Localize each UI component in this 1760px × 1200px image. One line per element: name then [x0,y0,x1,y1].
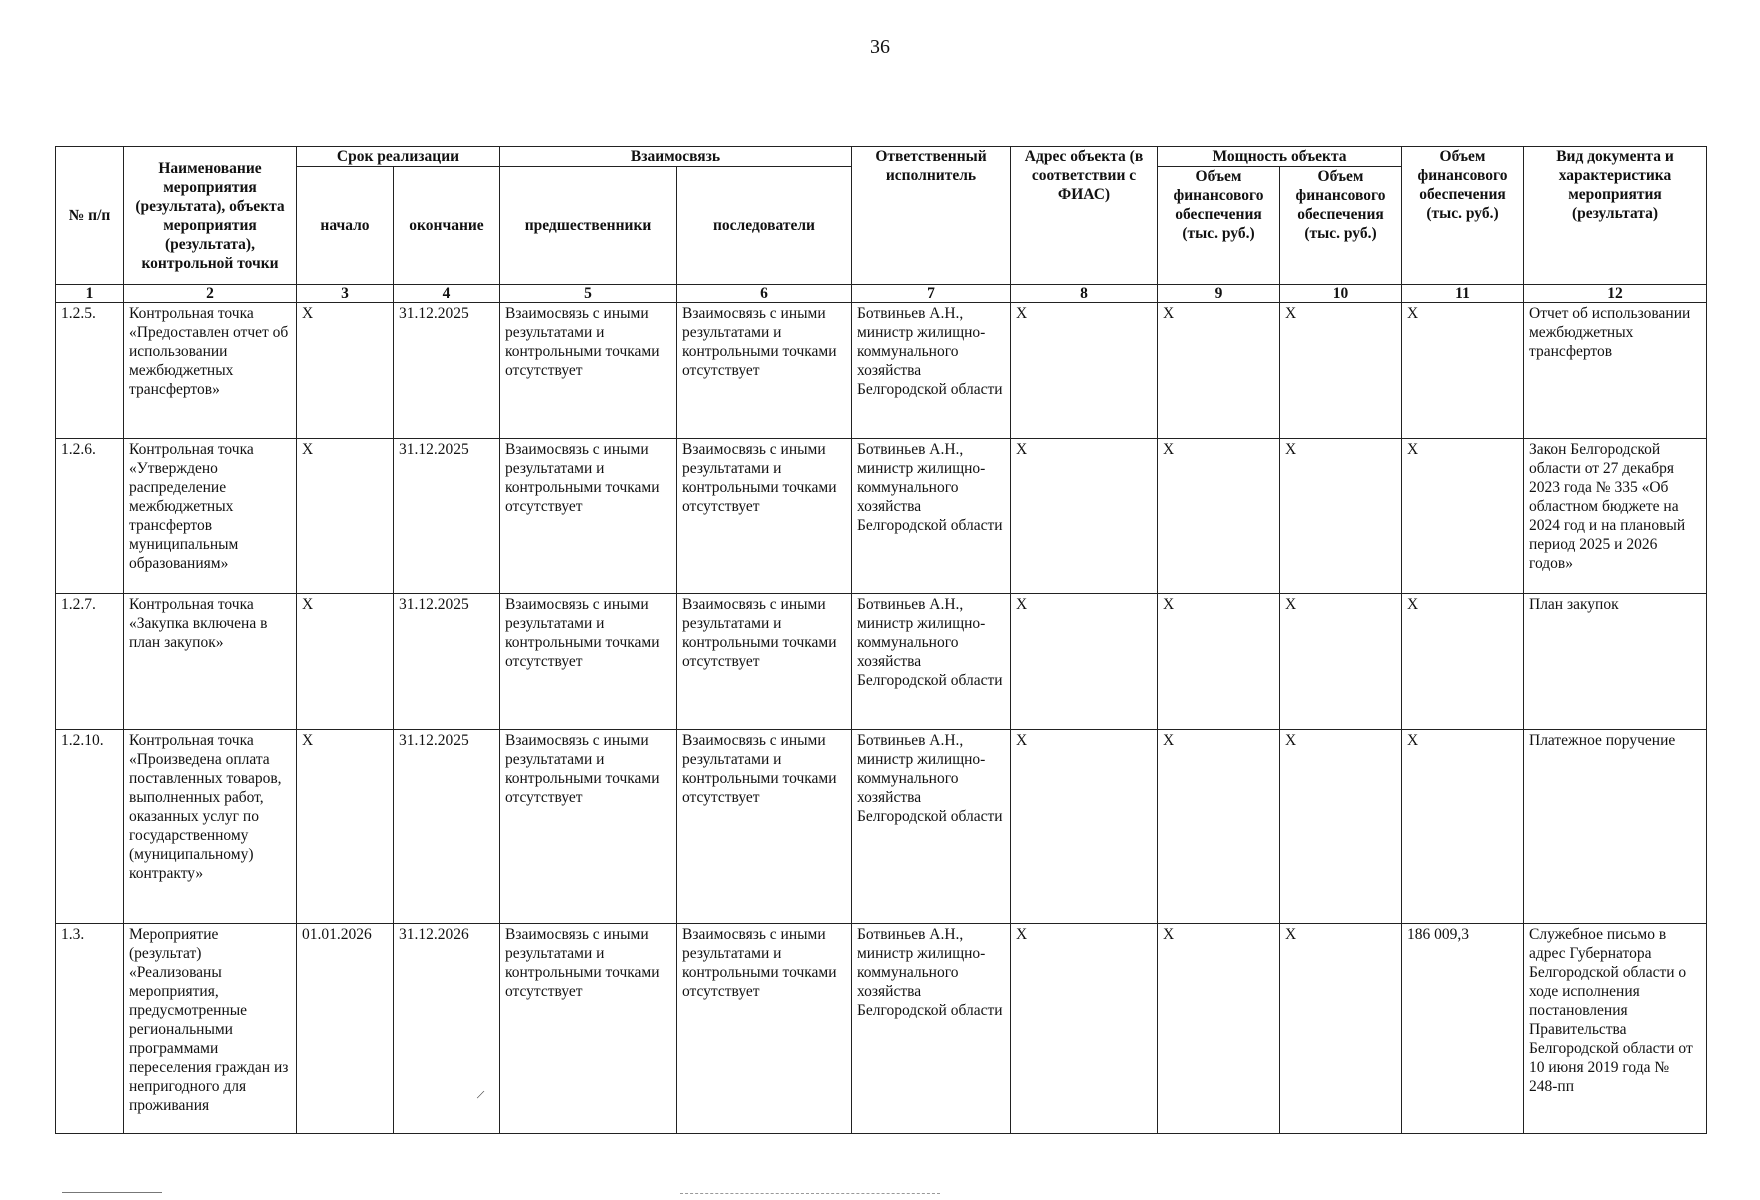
header-capacity: Мощность объекта [1158,147,1402,167]
row-capacity-b: X [1280,303,1402,439]
row-predecessors: Взаимосвязь с иными результатами и контрольными точками отсутствует [500,730,677,924]
row-successors: Взаимосвязь с иными результатами и контрольными точками отсутствует [677,594,852,730]
row-successors: Взаимосвязь с иными результатами и контрольными точками отсутствует [677,303,852,439]
header-successors: последователи [677,167,852,285]
plan-table [55,146,1707,1134]
table-row [56,303,1707,439]
row-end: 31.12.2025 [394,730,500,924]
row-start: X [297,594,394,730]
row-num: 1.2.10. [56,730,124,924]
column-number: 11 [1402,285,1524,303]
row-address: X [1011,439,1158,594]
row-doc: Закон Белгородской области от 27 декабря 2023 года № 335 «Об областном бюджете на 2024 год и на плановый период 2025 и 2026 годов» [1524,439,1707,594]
header-capacity-b: Объем финансового обеспечения (тыс. руб.) [1280,167,1402,285]
column-number: 3 [297,285,394,303]
row-doc: Отчет об использовании межбюджетных трансфертов [1524,303,1707,439]
row-predecessors: Взаимосвязь с иными результатами и контрольными точками отсутствует [500,439,677,594]
row-finance: X [1402,730,1524,924]
row-responsible: Ботвиньев А.Н., министр жилищно-коммунального хозяйства Белгородской области [852,730,1011,924]
column-number: 5 [500,285,677,303]
table-row [56,730,1707,924]
row-capacity-a: X [1158,439,1280,594]
row-responsible: Ботвиньев А.Н., министр жилищно-коммунального хозяйства Белгородской области [852,594,1011,730]
header-doc: Вид документа и характеристика мероприятия (результата) [1524,147,1707,285]
row-name: Мероприятие (результат) «Реализованы мероприятия, предусмотренные региональными программами переселения граждан из непригодного для проживания [124,924,297,1134]
row-finance: X [1402,439,1524,594]
row-address: X [1011,924,1158,1134]
row-doc: План закупок [1524,594,1707,730]
row-responsible: Ботвиньев А.Н., министр жилищно-коммунального хозяйства Белгородской области [852,924,1011,1134]
row-address: X [1011,303,1158,439]
row-num: 1.3. [56,924,124,1134]
row-capacity-a: X [1158,924,1280,1134]
row-address: X [1011,594,1158,730]
row-name: Контрольная точка «Утверждено распределение межбюджетных трансфертов муниципальным образованиям» [124,439,297,594]
row-successors: Взаимосвязь с иными результатами и контрольными точками отсутствует [677,924,852,1134]
row-end: 31.12.2026 [394,924,500,1134]
table-row [56,924,1707,1134]
row-successors: Взаимосвязь с иными результатами и контрольными точками отсутствует [677,439,852,594]
column-number: 2 [124,285,297,303]
column-number: 9 [1158,285,1280,303]
header-capacity-a: Объем финансового обеспечения (тыс. руб.) [1158,167,1280,285]
row-num: 1.2.5. [56,303,124,439]
header-address: Адрес объекта (в соответствии с ФИАС) [1011,147,1158,285]
row-capacity-a: X [1158,303,1280,439]
column-number: 12 [1524,285,1707,303]
row-capacity-b: X [1280,594,1402,730]
page-number: 36 [870,36,890,58]
header-predecessors: предшественники [500,167,677,285]
row-predecessors: Взаимосвязь с иными результатами и контрольными точками отсутствует [500,924,677,1134]
table-row [56,594,1707,730]
column-number: 6 [677,285,852,303]
column-number: 1 [56,285,124,303]
row-end: 31.12.2025 [394,439,500,594]
row-responsible: Ботвиньев А.Н., министр жилищно-коммунального хозяйства Белгородской области [852,303,1011,439]
row-doc: Платежное поручение [1524,730,1707,924]
row-start: X [297,730,394,924]
row-end: 31.12.2025 [394,303,500,439]
row-predecessors: Взаимосвязь с иными результатами и контрольными точками отсутствует [500,303,677,439]
row-finance: X [1402,594,1524,730]
row-capacity-a: X [1158,730,1280,924]
row-num: 1.2.6. [56,439,124,594]
column-number: 10 [1280,285,1402,303]
row-capacity-b: X [1280,730,1402,924]
row-end: 31.12.2025 [394,594,500,730]
row-num: 1.2.7. [56,594,124,730]
header-name: Наименование мероприятия (результата), объекта мероприятия (результата), контрольной точки [124,147,297,285]
header-finance: Объем финансового обеспечения (тыс. руб.) [1402,147,1524,285]
row-start: X [297,303,394,439]
pen-mark: / [475,1087,486,1104]
row-finance: 186 009,3 [1402,924,1524,1134]
header-end: окончание [394,167,500,285]
row-capacity-a: X [1158,594,1280,730]
row-name: Контрольная точка «Закупка включена в план закупок» [124,594,297,730]
row-start: X [297,439,394,594]
header-num: № п/п [56,147,124,285]
header-link: Взаимосвязь [500,147,852,167]
row-successors: Взаимосвязь с иными результатами и контрольными точками отсутствует [677,730,852,924]
row-capacity-b: X [1280,439,1402,594]
row-name: Контрольная точка «Предоставлен отчет об использовании межбюджетных трансфертов» [124,303,297,439]
header-start: начало [297,167,394,285]
header-period: Срок реализации [297,147,500,167]
row-predecessors: Взаимосвязь с иными результатами и контрольными точками отсутствует [500,594,677,730]
table-row [56,439,1707,594]
header-responsible: Ответственный исполнитель [852,147,1011,285]
row-doc: Служебное письмо в адрес Губернатора Белгородской области о ходе исполнения постановления Правительства Белгородской области от 10 июня 2019 года № 248-пп [1524,924,1707,1134]
column-number: 4 [394,285,500,303]
row-responsible: Ботвиньев А.Н., министр жилищно-коммунального хозяйства Белгородской области [852,439,1011,594]
column-number: 7 [852,285,1011,303]
row-name: Контрольная точка «Произведена оплата поставленных товаров, выполненных работ, оказанных услуг по государственному (муниципальному) контракту» [124,730,297,924]
row-address: X [1011,730,1158,924]
row-start: 01.01.2026 [297,924,394,1134]
footer-rule [680,1193,940,1194]
row-finance: X [1402,303,1524,439]
column-number: 8 [1011,285,1158,303]
footer-rule [62,1192,162,1193]
row-capacity-b: X [1280,924,1402,1134]
